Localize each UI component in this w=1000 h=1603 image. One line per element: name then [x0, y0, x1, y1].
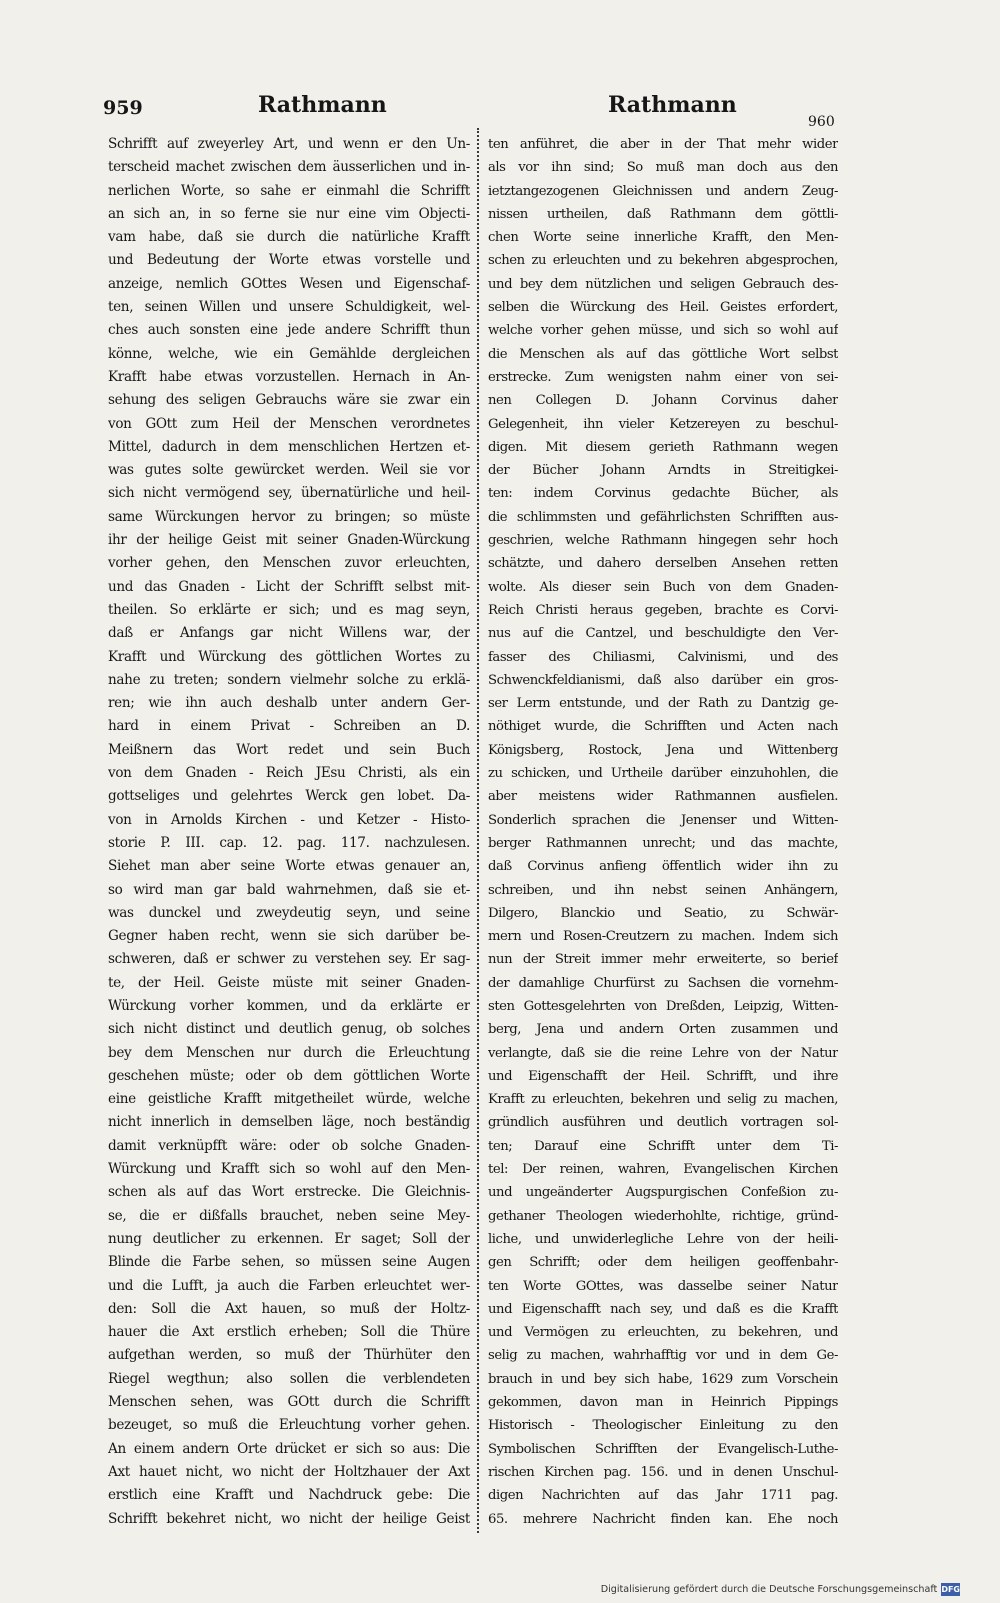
text-line: Mittel, dadurch in dem menschlichen Hertzen et-: [108, 438, 470, 455]
text-line: te, der Heil. Geiste müste mit seiner Gnaden-: [108, 974, 470, 991]
text-line: Sonderlich sprachen die Jenenser und Witten-: [488, 812, 838, 828]
text-line: nahe zu treten; sondern vielmehr solche zu erklä-: [108, 671, 470, 688]
text-line: und ungeänderter Augspurgischen Confeßion zu-: [488, 1185, 838, 1201]
text-line: aufgethan werden, so muß der Thürhüter den: [108, 1347, 470, 1364]
text-line: 65. mehrere Nachricht finden kan. Ehe noch: [488, 1511, 838, 1527]
text-line: so wird man gar bald wahrnehmen, daß sie et-: [108, 881, 470, 898]
text-line: ser Lerm entstunde, und der Rath zu Dantzig ge-: [488, 696, 838, 712]
text-line: ches auch sonsten eine jede andere Schrifft thun: [108, 322, 470, 339]
text-line: damit verknüpfft wäre: oder ob solche Gnaden-: [108, 1137, 470, 1154]
text-line: rischen Kirchen pag. 156. und in denen Unschul-: [488, 1464, 838, 1480]
left-running-head: Rathmann: [258, 92, 387, 118]
text-line: vorher gehen, den Menschen zuvor erleuchten,: [108, 555, 470, 572]
text-line: selig zu machen, wahrhafftig vor und in dem Ge-: [488, 1348, 838, 1364]
text-line: von dem Gnaden - Reich JEsu Christi, als ein: [108, 765, 470, 782]
text-line: gottseliges und gelehrtes Werck gen lobet. Da-: [108, 788, 470, 805]
text-line: Siehet man aber seine Worte etwas genauer an,: [108, 858, 470, 875]
text-line: vam habe, daß sie durch die natürliche Krafft: [108, 229, 470, 246]
text-line: Riegel wegthun; also sollen die verblendeten: [108, 1370, 470, 1387]
left-text-column: [108, 133, 470, 1533]
text-line: Reich Christi heraus gegeben, brachte es Corvi-: [488, 602, 838, 618]
text-line: sich nicht distinct und deutlich genug, ob solches: [108, 1021, 470, 1038]
text-line: zu schicken, und Urtheile darüber einzuhohlen, die: [488, 766, 838, 782]
dfg-logo: DFG: [941, 1584, 960, 1594]
text-line: Gegner haben recht, wenn sie sich darüber be-: [108, 928, 470, 945]
text-line: Meißnern das Wort redet und sein Buch: [108, 741, 470, 758]
text-line: erstrecke. Zum wenigsten nahm einer von sei-: [488, 369, 838, 385]
text-line: digen. Mit diesem gerieth Rathmann wegen: [488, 439, 838, 455]
text-line: daß Corvinus anfieng öffentlich wider ihn zu: [488, 859, 838, 875]
text-line: gen Schrifft; oder dem heiligen geoffenbahr-: [488, 1255, 838, 1271]
text-line: Krafft und Würckung des göttlichen Wortes zu: [108, 648, 470, 665]
text-line: [108, 1531, 470, 1533]
text-line: fasser des Chiliasmi, Calvinismi, und des: [488, 649, 838, 665]
text-line: schreiben, und ihn nebst seinen Anhängern,: [488, 882, 838, 898]
text-line: bezeuget, so muß die Erleuchtung vorher gehen.: [108, 1417, 470, 1434]
right-text-column: [488, 133, 838, 1533]
text-line: Schrifft bekehret nicht, wo nicht der heilige Geist: [108, 1510, 470, 1527]
text-line: chen Worte seine innerliche Krafft, den Men-: [488, 230, 838, 246]
text-line: schweren, daß er schwer zu verstehen sey. Er sag-: [108, 951, 470, 968]
text-line: was dunckel und zweydeutig seyn, und seine: [108, 904, 470, 921]
text-line: Krafft habe etwas vorzustellen. Hernach in An-: [108, 368, 470, 385]
text-line: verlangte, daß sie die reine Lehre von der Natur: [488, 1045, 838, 1061]
text-line: anzeige, nemlich GOttes Wesen und Eigenschaf-: [108, 275, 470, 292]
text-line: terscheid machet zwischen dem äusserlichen und in-: [108, 159, 470, 176]
text-line: nöthiget wurde, die Schrifften und Acten nach: [488, 719, 838, 735]
text-line: nung deutlicher zu erkennen. Er saget; Soll der: [108, 1230, 470, 1247]
text-line: daß er Anfangs gar nicht Willens war, der: [108, 625, 470, 642]
text-line: liche, und unwiderlegliche Lehre von der heili-: [488, 1231, 838, 1247]
text-line: an sich an, in so ferne sie nur eine vim Objecti-: [108, 205, 470, 222]
text-line: und Eigenschafft nach sey, und daß es die Krafft: [488, 1301, 838, 1317]
text-line: den: Soll die Axt hauen, so muß der Holtz-: [108, 1300, 470, 1317]
text-line: geschehen müste; oder ob dem göttlichen Worte: [108, 1067, 470, 1084]
text-line: Schwenckfeldianismi, daß also darüber ein gros-: [488, 672, 838, 688]
text-line: eine geistliche Krafft mitgetheilet würde, welche: [108, 1091, 470, 1108]
text-line: Königsberg, Rostock, Jena und Wittenberg: [488, 742, 838, 758]
text-line: Krafft zu erleuchten, bekehren und selig zu machen,: [488, 1092, 838, 1108]
text-line: schen zu erleuchten und zu bekehren abgesprochen,: [488, 253, 838, 269]
text-line: nen Collegen D. Johann Corvinus daher: [488, 393, 838, 409]
left-page-number: 959: [103, 97, 143, 119]
text-line: hard in einem Privat - Schreiben an D.: [108, 718, 470, 735]
text-line: Würckung und Krafft sich so wohl auf den Men-: [108, 1161, 470, 1178]
text-line: was gutes solte gewürcket werden. Weil sie vor: [108, 462, 470, 479]
text-line: und Bedeutung der Worte etwas vorstelle und: [108, 252, 470, 269]
text-line: ten, seinen Willen und unsere Schuldigkeit, wel-: [108, 299, 470, 316]
text-line: digen Nachrichten auf das Jahr 1711 pag.: [488, 1488, 838, 1504]
text-line: storie P. III. cap. 12. pag. 117. nachzulesen.: [108, 834, 470, 851]
text-line: und bey dem nützlichen und seligen Gebrauch des-: [488, 276, 838, 292]
text-line: von GOtt zum Heil der Menschen verordnetes: [108, 415, 470, 432]
text-line: [488, 1531, 838, 1533]
text-line: und Eigenschafft der Heil. Schrifft, und ihre: [488, 1068, 838, 1084]
text-line: nerlichen Worte, so sahe er einmahl die Schrifft: [108, 182, 470, 199]
text-line: sten Gottesgelehrten von Dreßden, Leipzig, Witten-: [488, 998, 838, 1014]
text-line: ten Worte GOttes, was dasselbe seiner Natur: [488, 1278, 838, 1294]
text-line: schen als auf das Wort erstrecke. Die Gleichnis-: [108, 1184, 470, 1201]
right-page-number: 960: [808, 114, 835, 130]
text-line: gründlich ausführen und deutlich vortragen sol-: [488, 1115, 838, 1131]
text-line: ren; wie ihn auch deshalb unter andern Ger-: [108, 695, 470, 712]
text-line: sehung des seligen Gebrauchs wäre sie zwar ein: [108, 392, 470, 409]
text-line: theilen. So erklärte er sich; und es mag seyn,: [108, 601, 470, 618]
text-line: gekommen, davon man in Heinrich Pippings: [488, 1395, 838, 1411]
text-line: Menschen sehen, was GOtt durch die Schrifft: [108, 1394, 470, 1411]
text-line: von in Arnolds Kirchen - und Ketzer - Histo-: [108, 811, 470, 828]
footer: [600, 1580, 960, 1598]
text-line: ten: indem Corvinus gedachte Bücher, als: [488, 486, 838, 502]
right-running-head: Rathmann: [608, 92, 737, 118]
text-line: ten; Darauf eine Schrifft unter dem Ti-: [488, 1138, 838, 1154]
text-line: tel: Der reinen, wahren, Evangelischen Kirchen: [488, 1162, 838, 1178]
text-line: sich nicht vermögend sey, übernatürliche und heil-: [108, 485, 470, 502]
text-line: bey dem Menschen nur durch die Erleuchtung: [108, 1044, 470, 1061]
text-line: erstlich eine Krafft und Nachdruck gebe: Die: [108, 1487, 470, 1504]
text-line: Würckung vorher kommen, und da erklärte er: [108, 997, 470, 1014]
text-line: se, die er dißfalls brauchet, neben seine Mey-: [108, 1207, 470, 1224]
text-line: gethaner Theologen wiederhohlte, richtige, gründ-: [488, 1208, 838, 1224]
text-line: nus auf die Cantzel, und beschuldigte den Ver-: [488, 626, 838, 642]
text-line: der damahlige Churfürst zu Sachsen die vornehm-: [488, 975, 838, 991]
text-line: könne, welche, wie ein Gemählde dergleichen: [108, 345, 470, 362]
text-line: mern und Rosen-Creutzern zu machen. Indem sich: [488, 929, 838, 945]
text-line: als vor ihn sind; So muß man doch aus den: [488, 160, 838, 176]
text-line: berg, Jena und andern Orten zusammen und: [488, 1022, 838, 1038]
text-line: der Bücher Johann Arndts in Streitigkei-: [488, 463, 838, 479]
text-line: wolte. Als dieser sein Buch von dem Gnaden-: [488, 579, 838, 595]
text-line: hauer die Axt erstlich erheben; Soll die Thüre: [108, 1324, 470, 1341]
text-line: Schrifft auf zweyerley Art, und wenn er den Un-: [108, 136, 470, 152]
text-line: schätzte, und dahero derselben Ansehen retten: [488, 556, 838, 572]
text-line: und die Lufft, ja auch die Farben erleuchtet wer-: [108, 1277, 470, 1294]
text-line: aber meistens wider Rathmannen ausfielen.: [488, 789, 838, 805]
footer-credit: Digitalisierung gefördert durch die Deutsche Forschungsgemeinschaft: [600, 1583, 938, 1595]
text-line: Historisch - Theologischer Einleitung zu den: [488, 1418, 838, 1434]
text-line: welche vorher gehen müsse, und sich so wohl auf: [488, 323, 838, 339]
text-line: die schlimmsten und gefährlichsten Schrifften aus-: [488, 509, 838, 525]
text-line: die Menschen als auf das göttliche Wort selbst: [488, 346, 838, 362]
text-line: An einem andern Orte drücket er sich so aus: Die: [108, 1440, 470, 1457]
text-line: Symbolischen Schrifften der Evangelisch-Luthe-: [488, 1441, 838, 1457]
text-line: nicht innerlich in demselben läge, noch beständig: [108, 1114, 470, 1131]
text-line: berger Rathmannen unrecht; und das machte,: [488, 835, 838, 851]
text-line: selben die Würckung des Heil. Geistes erfordert,: [488, 300, 838, 316]
text-line: Axt hauet nicht, wo nicht der Holtzhauer der Axt: [108, 1463, 470, 1480]
text-line: brauch in und bey sich habe, 1629 zum Vorschein: [488, 1371, 838, 1387]
text-line: nun der Streit immer mehr erweiterte, so berief: [488, 952, 838, 968]
column-divider: [477, 128, 481, 1533]
text-line: und das Gnaden - Licht der Schrifft selbst mit-: [108, 578, 470, 595]
text-line: Blinde die Farbe sehen, so müssen seine Augen: [108, 1254, 470, 1271]
text-line: same Würckungen hervor zu bringen; so müste: [108, 508, 470, 525]
text-line: ihr der heilige Geist mit seiner Gnaden-Würckung: [108, 532, 470, 549]
text-line: nissen urtheilen, daß Rathmann dem göttli-: [488, 206, 838, 222]
text-line: Gelegenheit, ihn vieler Ketzereyen zu beschul-: [488, 416, 838, 432]
text-line: und Vermögen zu erleuchten, zu bekehren, und: [488, 1325, 838, 1341]
text-line: geschrien, welche Rathmann hingegen sehr hoch: [488, 533, 838, 549]
text-line: Dilgero, Blanckio und Seatio, zu Schwär-: [488, 905, 838, 921]
text-line: ietztangezogenen Gleichnissen und andern Zeug-: [488, 183, 838, 199]
text-line: ten anführet, die aber in der That mehr wider: [488, 137, 838, 152]
